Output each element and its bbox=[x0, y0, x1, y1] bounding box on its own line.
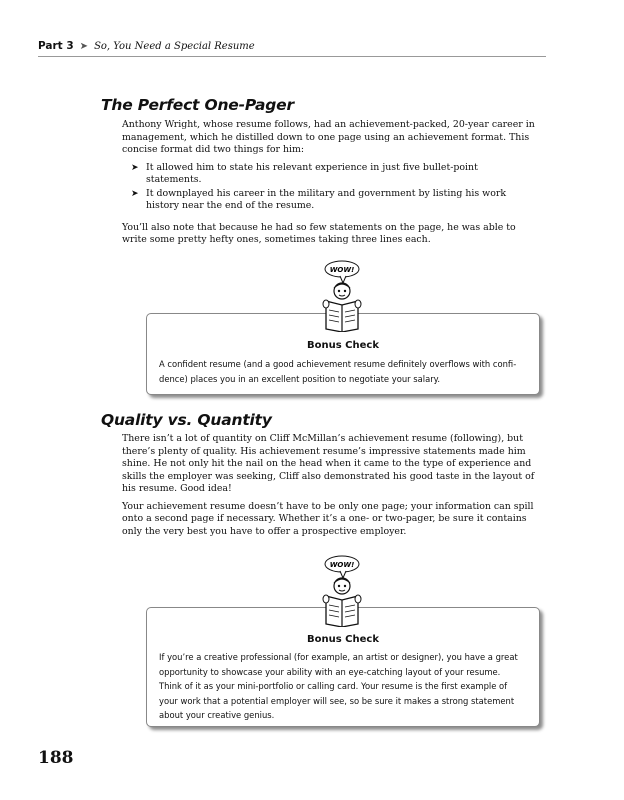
running-header bbox=[38, 40, 255, 52]
reader-mascot-icon bbox=[319, 258, 365, 332]
bonus-check-text: A confident resume (and a good achievement resume definitely overflows with confidence) places you in an excellent position to negotiate your salary. bbox=[159, 359, 517, 384]
chapter-title: So, You Need a Special Resume bbox=[94, 40, 255, 52]
section1-intro: Anthony Wright, whose resume follows, had an achievement-packed, 20-year career in management, which he distilled down to one page using an achievement format. This concise format did two things for him: bbox=[122, 119, 535, 155]
reader-mascot-icon bbox=[319, 553, 365, 627]
section1-closing: You’ll also note that because he had so few statements on the page, he was able to write some pretty hefty ones, sometimes taking three lines each. bbox=[122, 221, 516, 245]
header-rule bbox=[38, 56, 546, 57]
bonus-check-text: If you’re a creative professional (for example, an artist or designer), you have a great opportunity to showcase your ability with an eye-catching layout of your resume. Think of it as your mini-portfolio or calling card. Your resume is the first example of your work that a potential employer will see, so be sure it makes a strong statement about your creative genius. bbox=[159, 652, 518, 721]
arrow-bullet-icon: ➤ bbox=[131, 188, 139, 199]
section1-body bbox=[122, 119, 536, 247]
arrow-bullet-icon: ➤ bbox=[131, 162, 139, 173]
list-item: ➤ It downplayed his career in the military and government by listing his work history near the end of the resume. bbox=[131, 187, 506, 211]
section-heading-quality: Quality vs. Quantity bbox=[101, 411, 272, 429]
section2-para1: There isn’t a lot of quantity on Cliff McMillan’s achievement resume (following), but there’s plenty of quality. His achievement resume’s impressive statements made him shine. He not only hit the nail on the head when it came to the type of experience and skills the employer was seeking, Cliff also demonstrated his good taste in the layout of his resume. Good idea! bbox=[122, 433, 535, 494]
bonus-check-title: Bonus Check bbox=[307, 634, 379, 645]
svg-text:WOW!: WOW! bbox=[329, 266, 355, 274]
page-number: 188 bbox=[38, 748, 74, 768]
section2-body bbox=[122, 433, 536, 538]
list-item: ➤ It allowed him to state his relevant experience in just five bullet-point statements. bbox=[131, 161, 478, 185]
section2-para2: Your achievement resume doesn’t have to be only one page; your information can spill onto a second page if necessary. Whether it’s a one- or two-pager, be sure it contains only the very best you have to offer a prospective employer. bbox=[122, 500, 534, 537]
bonus-check-title: Bonus Check bbox=[307, 340, 379, 351]
arrow-icon: ➤ bbox=[79, 40, 89, 52]
svg-text:WOW!: WOW! bbox=[329, 561, 355, 569]
section-heading-one-pager: The Perfect One-Pager bbox=[101, 96, 294, 114]
part-label: Part 3 bbox=[38, 40, 74, 52]
bullet-list bbox=[122, 162, 536, 213]
